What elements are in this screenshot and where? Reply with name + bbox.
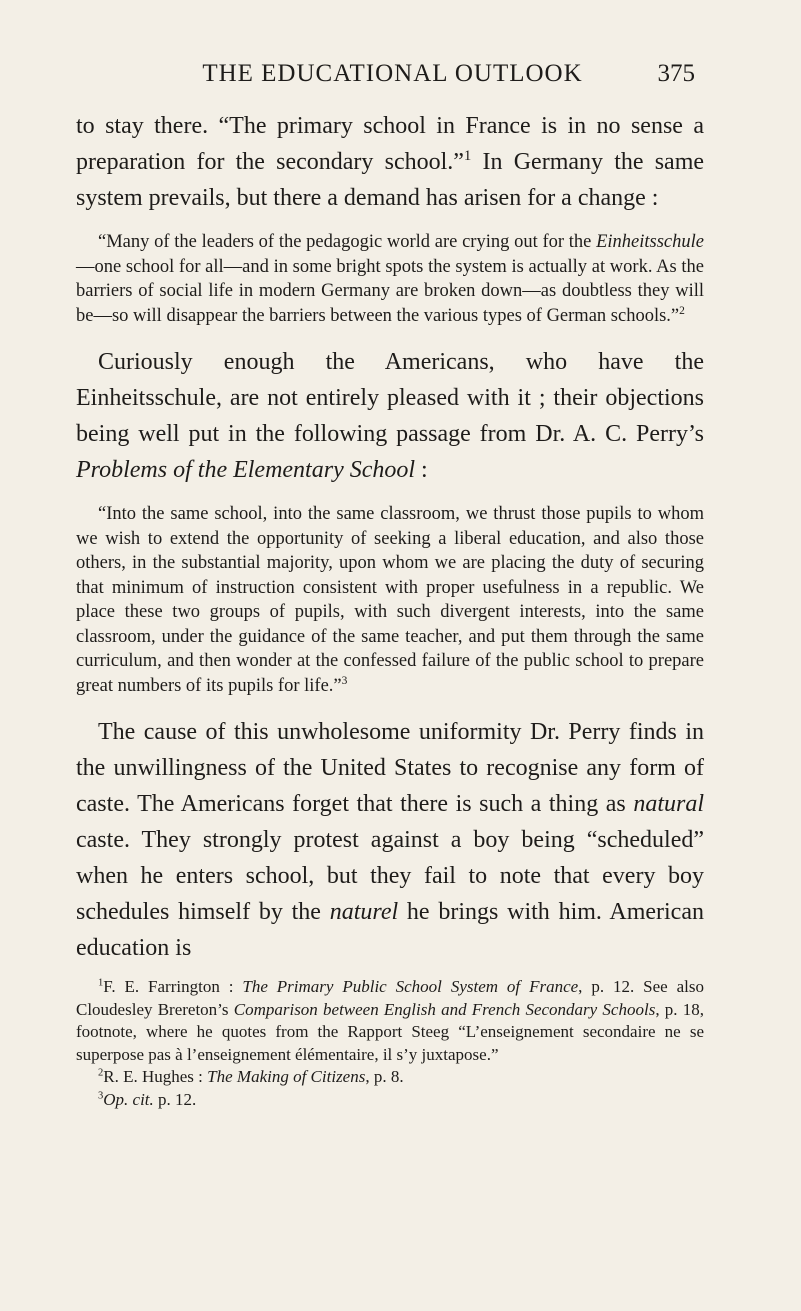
body-text [76, 108, 704, 1111]
paragraph-1: to stay there. “The primary school in France is in no sense a preparation for the secondary school.”$^1$ In Germany the same system prevails, but there a demand has arisen for a change : [76, 113, 705, 211]
footnote-3: $^3$Op. cit. p. 12. [98, 1089, 197, 1109]
book-title-problems: Problems of the Elementary School [76, 457, 416, 483]
emphasis-naturel: naturel [329, 899, 399, 925]
footnote-2: $^2$R. E. Hughes : The Making of Citizens, p. 8. [98, 1067, 404, 1086]
block-quote-2: “Into the same school, into the same classroom, we thrust those pupils to whom we wish to extend the opportunity of seeking a liberal education, and also those others, in the substantial majority, upon whom we are placing the duty of securing that minimum of instruction consistent with proper usefulness in a republic. We place these two groups of pupils, with such divergent interests, into the same classroom, under the guidance of the same teacher, and put them through the same curriculum, and then wonder at the confessed failure of the public school to prepare great numbers of its pupils for life.”$^3$ [76, 504, 704, 696]
footnote-ref-3: 3 [341, 674, 348, 687]
paragraph-3: The cause of this unwholesome uniformity Dr. Perry finds in the unwillingness of the United States to recognise any form of caste. The Americans forget that there is such a thing as natural caste. They strongly protest against a boy being “scheduled” when he enters school, but they fail to note that every boy schedules himself by the naturel he brings with him. American education is [76, 719, 704, 961]
page-number: 375 [657, 60, 695, 87]
running-title: THE EDUCATIONAL OUTLOOK [202, 60, 583, 87]
paragraph-2: Curiously enough the Americans, who have the Einheitsschule, are not entirely pleased with it ; their objections being well put in the following passage from Dr. A. C. Perry’s Problems of the Elementary School : [76, 349, 704, 483]
footnotes [76, 976, 704, 1111]
footnote-ref-1: 1 [463, 148, 472, 164]
emphasis-natural: natural [633, 791, 704, 817]
footnote-1: $^1$F. E. Farrington : The Primary Public School System of France, p. 12. See also Cloudesley Brereton’s Comparison between English and French Secondary Schools, p. 18, footnote, where he quotes from the Rapport Steeg “L’enseignement secondaire ne se superpose pas à l’enseignement élémentaire, il s’y juxtapose.” [76, 977, 705, 1064]
block-quote-1: “Many of the leaders of the pedagogic world are crying out for the Einheitsschule—one school for all—and in some bright spots the system is actually at work. As the barriers of social life in modern Germany are broken down—as doubtless they will be—so will disappear the barriers between the various types of German schools.”$^2$ [76, 232, 704, 326]
page-header [90, 60, 695, 94]
emphasis-einheitsschule: Einheitsschule [596, 232, 704, 252]
footnote-ref-2: 2 [679, 304, 685, 317]
